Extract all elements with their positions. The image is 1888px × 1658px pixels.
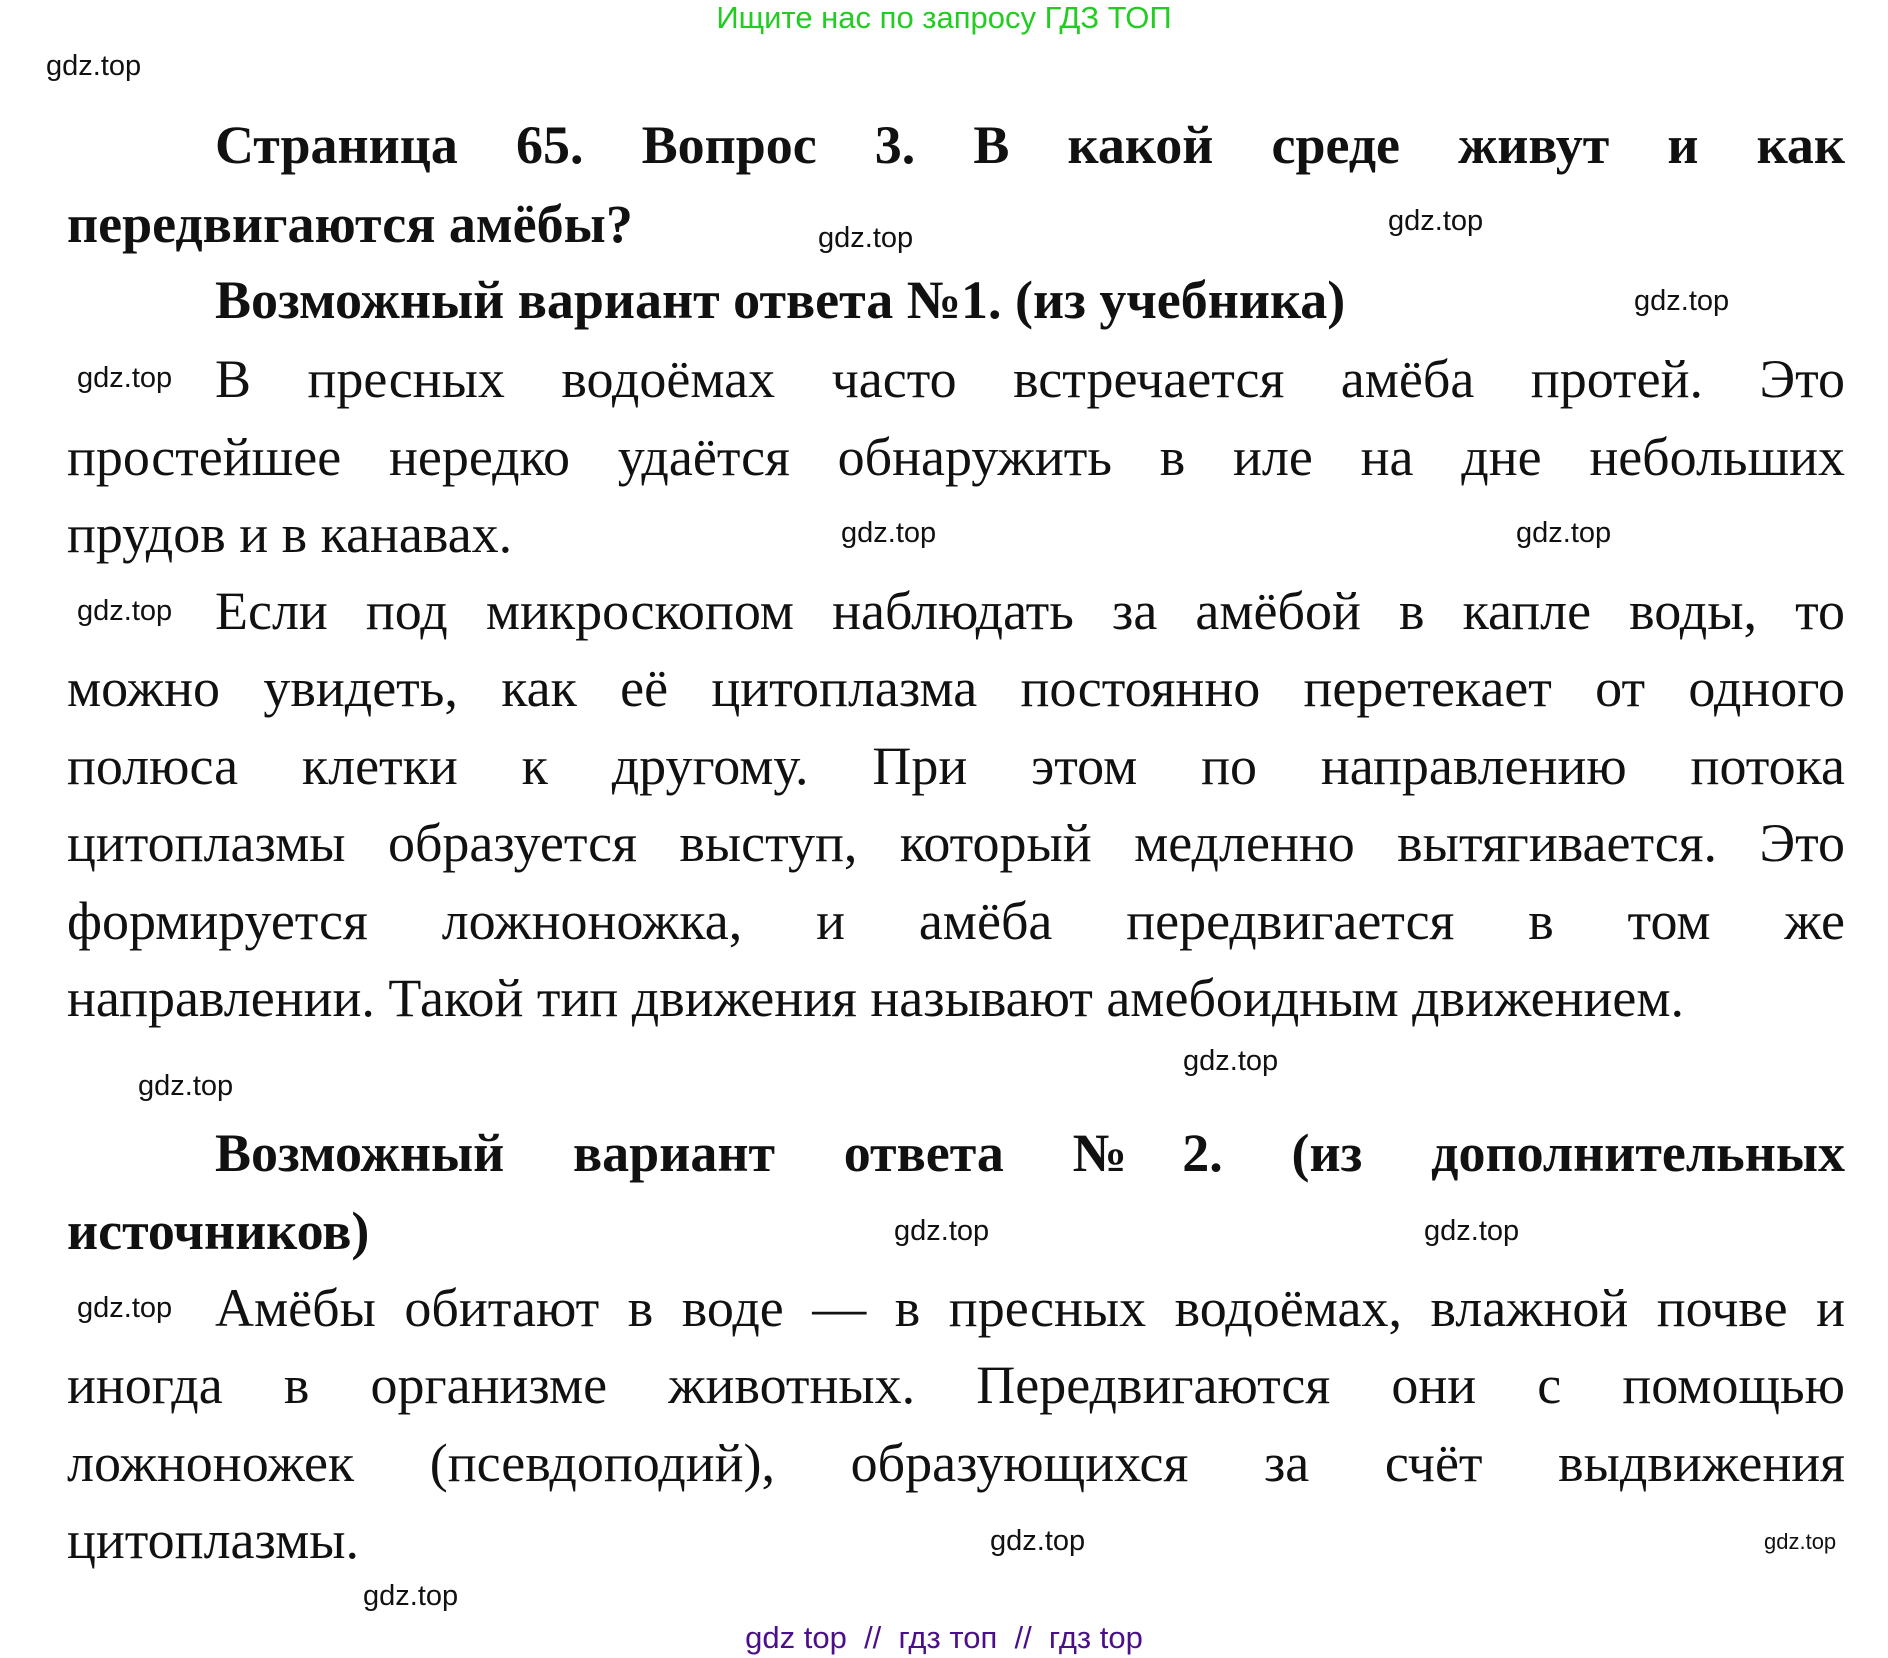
answer-1-line: В пресных водоёмах часто встречается амёба протей. Это xyxy=(215,349,1845,409)
answer-1-line: Если под микроскопом наблюдать за амёбой в капле воды, то xyxy=(215,581,1845,641)
question-title-line-1: Страница 65. Вопрос 3. В какой среде живут и как xyxy=(215,115,1845,175)
answer-1-line: цитоплазмы образуется выступ, который медленно вытягивается. Это xyxy=(67,813,1845,873)
search-promo-banner: Ищите нас по запросу ГДЗ ТОП xyxy=(716,0,1172,35)
answer-1-line: формируется ложноножка, и амёба передвигается в том же xyxy=(67,891,1845,951)
answer-1-line: можно увидеть, как её цитоплазма постоянно перетекает от одного xyxy=(67,658,1845,718)
answer-2-heading: Возможный вариант ответа №2. (из дополнительных xyxy=(215,1123,1845,1183)
watermark: gdz.top xyxy=(1424,1215,1520,1247)
watermark: gdz.top xyxy=(1516,517,1612,549)
answer-1-line: прудов и в канавах. xyxy=(67,504,513,564)
watermark: gdz.top xyxy=(77,362,173,394)
watermark: gdz.top xyxy=(46,50,142,82)
answer-1-line: направлении. Такой тип движения называют амебоидным движением. xyxy=(67,968,1685,1028)
answer-1-line: простейшее нередко удаётся обнаружить в иле на дне небольших xyxy=(67,427,1845,487)
answer-1-line: полюса клетки к другому. При этом по направлению потока xyxy=(67,736,1845,796)
answer-2-heading-line-2: источников) xyxy=(67,1201,370,1261)
answer-2-line: ложноножек (псевдоподий), образующихся за счёт выдвижения xyxy=(67,1433,1845,1493)
answer-2-line: иногда в организме животных. Передвигаются они с помощью xyxy=(67,1355,1845,1415)
watermark: gdz.top xyxy=(77,595,173,627)
watermark: gdz.top xyxy=(1183,1045,1279,1077)
watermark: gdz.top xyxy=(1388,205,1484,237)
watermark: gdz.top xyxy=(1764,1529,1837,1554)
watermark: gdz.top xyxy=(77,1292,173,1324)
watermark: gdz.top xyxy=(138,1070,234,1102)
watermark: gdz.top xyxy=(894,1215,990,1247)
watermark: gdz.top xyxy=(990,1525,1086,1557)
footer-promo: gdz top // гдз топ // гдз top xyxy=(745,1620,1143,1655)
question-title-line-2: передвигаются амёбы? xyxy=(67,194,633,254)
answer-2-line: цитоплазмы. xyxy=(67,1510,360,1570)
watermark: gdz.top xyxy=(818,222,914,254)
watermark: gdz.top xyxy=(363,1580,459,1612)
answer-2-line: Амёбы обитают в воде — в пресных водоёмах, влажной почве и xyxy=(215,1278,1845,1338)
watermark: gdz.top xyxy=(1634,285,1730,317)
answer-1-heading: Возможный вариант ответа №1. (из учебника) xyxy=(215,270,1346,330)
watermark: gdz.top xyxy=(841,517,937,549)
